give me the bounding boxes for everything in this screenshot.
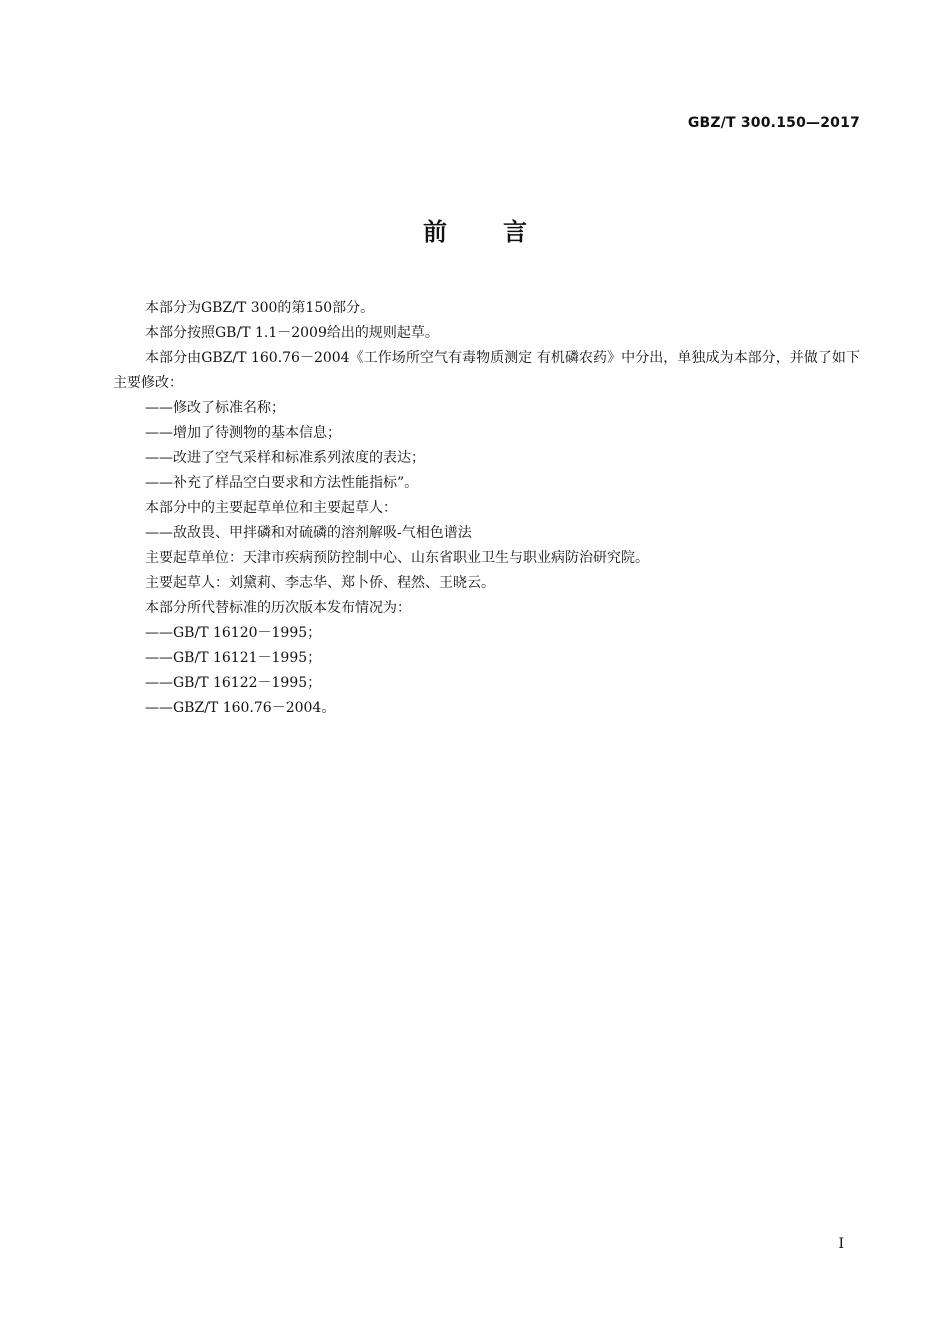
paragraph: 本部分中的主要起草单位和主要起草人：: [145, 500, 397, 516]
list-item: ——GB/T 16122－1995；: [145, 675, 322, 691]
paragraph: 主要起草单位：天津市疾病预防控制中心、山东省职业卫生与职业病防治研究院。: [145, 550, 649, 566]
paragraph: 本部分由GBZ/T 160.76－2004《工作场所空气有毒物质测定 有机磷农药》中分出，单独成为本部分，并做了如下主要修改：: [113, 350, 860, 391]
list-item: ——GBZ/T 160.76－2004。: [145, 700, 336, 716]
page-title: 前言: [423, 218, 583, 246]
list-item: ——补充了样品空白要求和方法性能指标”。: [145, 475, 419, 491]
paragraph: 本部分按照GB/T 1.1－2009给出的规则起草。: [145, 325, 439, 341]
list-item: ——GB/T 16120－1995；: [145, 625, 322, 641]
page-number: I: [838, 1236, 844, 1252]
list-item: ——修改了标准名称；: [145, 400, 285, 416]
foreword-body: [113, 296, 860, 721]
standard-code: GBZ/T 300.150—2017: [687, 115, 860, 131]
list-item: ——增加了待测物的基本信息；: [145, 425, 341, 441]
list-item: ——改进了空气采样和标准系列浓度的表达；: [145, 450, 425, 466]
paragraph: 主要起草人：刘黛莉、李志华、郑卜侨、程然、王晓云。: [145, 575, 495, 591]
paragraph: 本部分为GBZ/T 300的第150部分。: [145, 300, 375, 316]
list-item: ——敌敌畏、甲拌磷和对硫磷的溶剂解吸-气相色谱法: [145, 525, 472, 541]
paragraph: 本部分所代替标准的历次版本发布情况为：: [145, 600, 411, 616]
list-item: ——GB/T 16121－1995；: [145, 650, 322, 666]
